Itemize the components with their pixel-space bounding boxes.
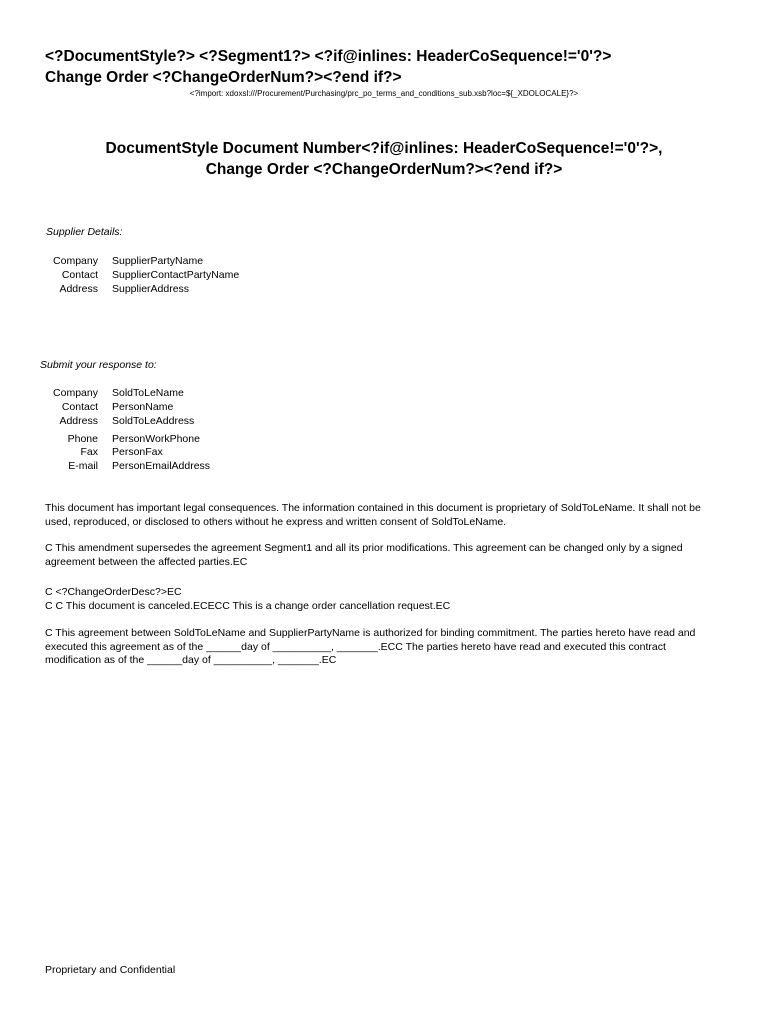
legal-consequences-paragraph: This document has important legal consequences. The information contained in this document is proprietary of SoldToLeName. It shall not be used, reproduced, or disclosed to others without he express and written consent of SoldToLeName. [45, 502, 701, 528]
amendment-paragraph: C This amendment supersedes the agreement Segment1 and all its prior modifications. This agreement can be changed only by a signed agreement between the affected parties.EC [45, 542, 683, 568]
document-title [0, 138, 768, 180]
title-line-2: Change Order <?ChangeOrderNum?><?end if?> [205, 161, 563, 178]
row-label: Address [59, 283, 98, 295]
supplier-contact-row [44, 268, 239, 282]
row-label: Contact [61, 269, 98, 281]
response-company-row [44, 386, 184, 400]
header-line-1: <?DocumentStyle?> <?Segment1?> <?if@inlines: HeaderCoSequence!='0'?> [45, 48, 612, 65]
title-line-1: DocumentStyle Document Number<?if@inlines: HeaderCoSequence!='0'?>, [105, 140, 663, 157]
response-address-row [44, 414, 194, 428]
row-value: PersonName [112, 401, 174, 413]
import-directive: <?import: xdoxsl:///Procurement/Purchasing/prc_po_terms_and_conditions_sub.xsb?loc=${_XDOLOCALE}?> [189, 89, 579, 98]
row-value: SupplierAddress [112, 283, 190, 295]
submit-response-label: Submit your response to: [40, 359, 157, 371]
row-value: PersonWorkPhone [112, 433, 200, 445]
row-label: Company [53, 255, 98, 267]
response-phone-row [44, 432, 200, 446]
response-contact-row [44, 400, 173, 414]
header-line-2: Change Order <?ChangeOrderNum?><?end if?> [45, 69, 402, 86]
row-value: PersonFax [112, 446, 163, 458]
supplier-company-row [44, 254, 203, 268]
binding-commitment-paragraph: C This agreement between SoldToLeName and SupplierPartyName is authorized for binding commitment. The parties hereto have read and executed this agreement as of the ______day of __________, _______.ECC The parties hereto have read and executed this contract modification as of the ______day of __________, _______.EC [45, 627, 696, 666]
document-header [45, 46, 745, 88]
row-label: Contact [61, 401, 98, 413]
cancellation-paragraph: C C This document is canceled.ECECC This is a change order cancellation request.EC [45, 600, 451, 612]
row-label: E-mail [68, 460, 98, 472]
supplier-details-label: Supplier Details: [46, 226, 123, 238]
row-label: Address [59, 415, 98, 427]
change-order-description: C <?ChangeOrderDesc?>EC [45, 586, 182, 598]
row-value: PersonEmailAddress [112, 460, 211, 472]
row-value: SupplierContactPartyName [112, 269, 240, 281]
row-label: Phone [67, 433, 98, 445]
row-value: SoldToLeName [112, 387, 184, 399]
row-label: Company [53, 387, 98, 399]
row-value: SoldToLeAddress [112, 415, 195, 427]
response-email-row [44, 459, 210, 473]
row-value: SupplierPartyName [112, 255, 204, 267]
response-fax-row [44, 445, 163, 459]
row-label: Fax [80, 446, 98, 458]
footer-confidential: Proprietary and Confidential [45, 964, 176, 976]
supplier-address-row [44, 282, 189, 296]
